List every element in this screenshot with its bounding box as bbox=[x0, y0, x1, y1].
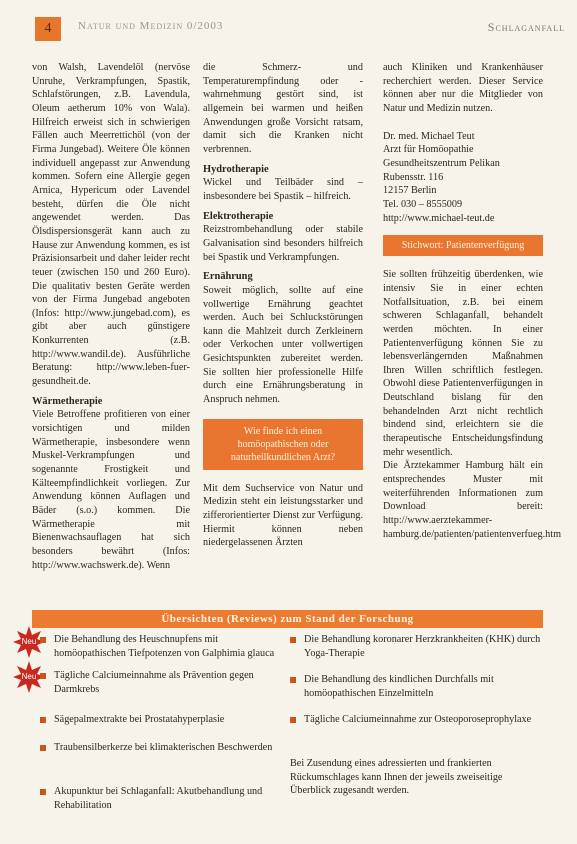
column-2 bbox=[203, 61, 363, 550]
bullet-icon bbox=[290, 677, 296, 683]
bullet-icon bbox=[40, 745, 46, 751]
paragraph: Mit dem Suchservice von Natur und Medizin steht ein leistungsstarker und zifferorientierter Dienst zur Verfügung. Hiermit können neben niedergelassenen Ärzten bbox=[203, 482, 363, 549]
column-3 bbox=[383, 61, 562, 541]
author-name: Dr. med. Michael Teut bbox=[383, 130, 475, 142]
review-item: Traubensilberkerze bei klimakterischen Beschwerden bbox=[40, 741, 284, 755]
new-badge-label: Neu bbox=[21, 637, 37, 646]
paragraph: auch Kliniken und Krankenhäuser recherchiert werden. Dieser Service können aber nur die Mitglieder von Natur und Medizin nutzen. bbox=[383, 62, 543, 114]
bullet-icon bbox=[40, 637, 46, 643]
heading-ernaehrung: Ernährung bbox=[203, 271, 253, 283]
paragraph: Sie sollten frühzeitig überdenken, wie intensiv Sie in einer echten Notfallsituation, z.B. bei einem schweren Schlaganfall, behandelt werden möchten. In einer Patientenverfügung können Sie zu lebensverlängernden Maßnahmen Ihren Willen schriftlich festlegen. Obwohl diese Patientenverfügungen in Deutschland bislang für den behandelnden Arzt nicht rechtlich bindend sind, erleichtern sie die therapeutische Entscheidungsfindung mehr wesentlich. bbox=[383, 269, 543, 458]
author-title: Arzt für Homöopathie bbox=[383, 144, 474, 156]
reviews-header: Übersichten (Reviews) zum Stand der Forschung bbox=[32, 610, 543, 628]
info-box-arztsuche: Wie finde ich einen homöopathischen oder naturheilkundlichen Arzt? bbox=[203, 419, 363, 470]
review-item: Akupunktur bei Schlaganfall: Akutbehandlung und Rehabilitation bbox=[40, 785, 284, 812]
author-street: Rubensstr. 116 bbox=[383, 171, 444, 183]
author-org: Gesundheitszentrum Pelikan bbox=[383, 157, 500, 169]
paragraph: Reizstrombehandlung oder stabile Galvanisation sind besonders hilfreich bei Spastik und Verkrampfungen. bbox=[203, 224, 363, 263]
review-item: Die Behandlung des Heuschnupfens mit homöopathischen Tiefpotenzen von Galphimia glauca bbox=[40, 633, 284, 660]
author-city: 12157 Berlin bbox=[383, 185, 437, 197]
page-number: 4 bbox=[35, 17, 61, 41]
section-title: Schlaganfall bbox=[487, 20, 565, 34]
paragraph: die Schmerz- und Temperaturempfindung oder -wahrnehmung gestört sind, ist allgemein bei warmen und heißen Anwendungen große Vorsicht ratsam, damit sich die Kranken nicht verbrennen. bbox=[203, 62, 363, 155]
paragraph: von Walsh, Lavendelöl (nervöse Unruhe, Verkrampfungen, Spastik, Schlafstörungen, z.B. Lavendula, Oleum aetherum 10% von Wala). Hilfreich erweist sich in schwierigen Fällen auch Meerrettichöl (von der Firma Jungebad). Weitere Öle können individuell angepasst zur Anwendung kommen. Sofern eine Allergie gegen Arnica, Hypericum oder Lavendel besteht, dürfen die Öle nicht angewendet werden. Das Ölsdispersionsgerät kann auch zu Hause zur Anwendung kommen, es ist Präzisionsarbeit und daher leider recht teuer (zwischen 150 und 260 Euro). Die qualitativ besten Geräte werden von der Firma Jungebad angeboten (Infos: http://www.jungebad.com), es gibt aber auch günstigere Konkurrenten (z.B. http://www.wandil.de). Ausführliche Beratung: http://www.leben-fuer-gesundheit.de. bbox=[32, 62, 190, 388]
bullet-icon bbox=[290, 717, 296, 723]
page-header bbox=[0, 0, 577, 44]
reviews-list bbox=[21, 633, 552, 833]
paragraph: Wickel und Teilbäder sind – insbesondere bei Spastik – hilfreich. bbox=[203, 177, 363, 202]
heading-hydrotherapie: Hydrotherapie bbox=[203, 163, 269, 175]
bullet-icon bbox=[40, 789, 46, 795]
bullet-icon bbox=[40, 673, 46, 679]
review-item: Die Behandlung des kindlichen Durchfalls mit homöopathischen Einzelmitteln bbox=[290, 673, 544, 700]
heading-waermetherapie: Wärmetherapie bbox=[32, 395, 103, 407]
journal-title: Natur und Medizin 0/2003 bbox=[78, 20, 224, 32]
author-website[interactable]: http://www.michael-teut.de bbox=[383, 212, 495, 224]
review-item: Die Behandlung koronarer Herzkrankheiten (KHK) durch Yoga-Therapie bbox=[290, 633, 544, 660]
bullet-icon bbox=[40, 717, 46, 723]
paragraph: Soweit möglich, sollte auf eine vollwertige Ernährung geachtet werden. Auch bei Schluckstörungen kann die Mahlzeit durch Zerkleinern oder Verkochen unter vollwertigen Gesichtspunkten zubereitet werden. Sie sollten hier professionelle Hilfe durch eine Ernährungsberatung in Anspruch nehmen. bbox=[203, 284, 363, 406]
heading-elektrotherapie: Elektrotherapie bbox=[203, 210, 274, 222]
info-box-patientenverfuegung: Stichwort: Patientenverfügung bbox=[383, 235, 543, 256]
review-item: Sägepalmextrakte bei Prostatahyperplasie bbox=[40, 713, 284, 727]
paragraph: Die Ärztekammer Hamburg hält ein entsprechendes Muster mit weiterführenden Informationen zum Download bereit: http://www.aerztekammer-hamburg.de/patienten/patientenverfueg.htm bbox=[383, 460, 562, 540]
paragraph: Viele Betroffene profitieren von einer vorsichtigen und milden Wärmetherapie, insbesondere wenn Muskel-Verkrampfungen und sogenannte Frostigkeit und Kälteempfindlichkeit vorliegen. Zur Anwendung können Auflagen und Bäder (s.o.) kommen. Die Wärmetherapie mit Bienenwachsauflagen hat sich besonders bewährt (Infos: http://www.wachswerk.de). Wenn bbox=[32, 409, 190, 571]
bullet-icon bbox=[290, 637, 296, 643]
author-address bbox=[383, 130, 543, 226]
author-phone: Tel. 030 – 8555009 bbox=[383, 198, 463, 210]
column-1 bbox=[32, 61, 190, 572]
new-badge-label: Neu bbox=[21, 672, 37, 681]
review-item: Tägliche Calciumeinnahme als Prävention gegen Darmkrebs bbox=[40, 669, 284, 696]
reviews-note: Bei Zusendung eines adressierten und frankierten Rückumschlages kann Ihnen der jeweils zweiseitige Überblick zugesandt werden. bbox=[290, 758, 503, 796]
review-item: Tägliche Calciumeinnahme zur Osteoporoseprophylaxe bbox=[290, 713, 544, 727]
